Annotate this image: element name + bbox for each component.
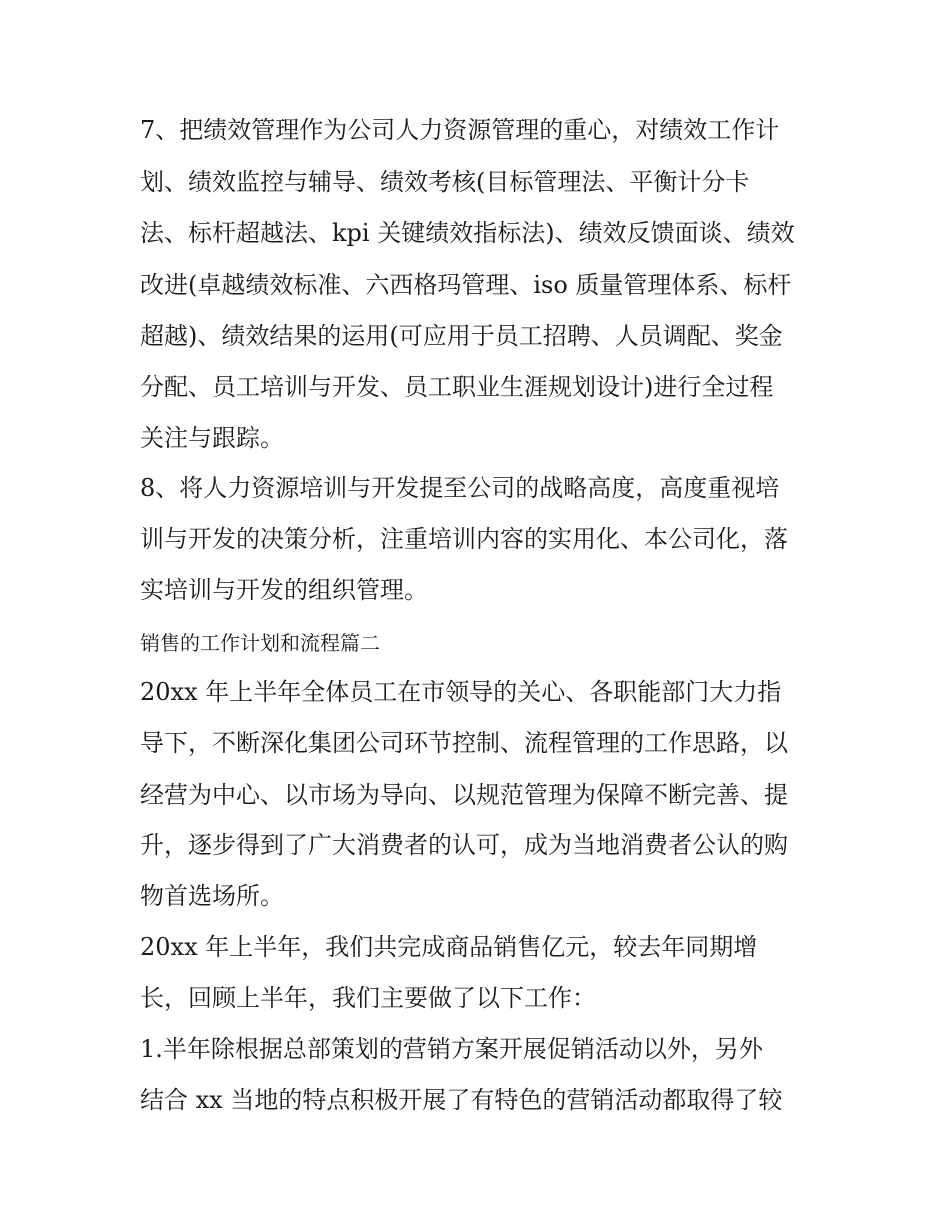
paragraph-line: 改进(卓越绩效标准、六西格玛管理、iso 质量管理体系、标杆 <box>140 271 792 299</box>
paragraph-line: 分配、员工培训与开发、员工职业生涯规划设计)进行全过程 <box>140 373 774 401</box>
paragraph-line: 训与开发的决策分析，注重培训内容的实用化、本公司化，落 <box>140 525 788 553</box>
list-item-line: 结合 xx 当地的特点积极开展了有特色的营销活动都取得了较 <box>140 1086 783 1114</box>
list-item-line: 1.半年除根据总部策划的营销方案开展促销活动以外，另外 <box>140 1035 763 1063</box>
paragraph-line: 实培训与开发的组织管理。 <box>140 576 428 604</box>
paragraph-line: 20xx 年上半年全体员工在市领导的关心、各职能部门大力指 <box>140 678 782 706</box>
paragraph-line: 7、把绩效管理作为公司人力资源管理的重心，对绩效工作计 <box>140 116 780 144</box>
paragraph-line: 超越)、绩效结果的运用(可应用于员工招聘、人员调配、奖金 <box>140 322 783 350</box>
paragraph-line: 法、标杆超越法、kpi 关键绩效指标法)、绩效反馈面谈、绩效 <box>140 219 795 247</box>
section-heading: 销售的工作计划和流程篇二 <box>140 631 380 655</box>
paragraph-line: 物首选场所。 <box>140 882 284 910</box>
paragraph-line: 关注与跟踪。 <box>140 424 284 452</box>
paragraph-line: 长，回顾上半年，我们主要做了以下工作： <box>140 984 596 1012</box>
paragraph-line: 8、将人力资源培训与开发提至公司的战略高度，高度重视培 <box>140 474 780 502</box>
paragraph-line: 经营为中心、以市场为导向、以规范管理为保障不断完善、提 <box>140 781 788 809</box>
paragraph-line: 划、绩效监控与辅导、绩效考核(目标管理法、平衡计分卡 <box>140 168 750 196</box>
paragraph-line: 升，逐步得到了广大消费者的认可，成为当地消费者公认的购 <box>140 831 788 859</box>
paragraph-line: 导下，不断深化集团公司环节控制、流程管理的工作思路，以 <box>140 729 788 757</box>
paragraph-line: 20xx 年上半年，我们共完成商品销售亿元，较去年同期增 <box>140 933 758 961</box>
